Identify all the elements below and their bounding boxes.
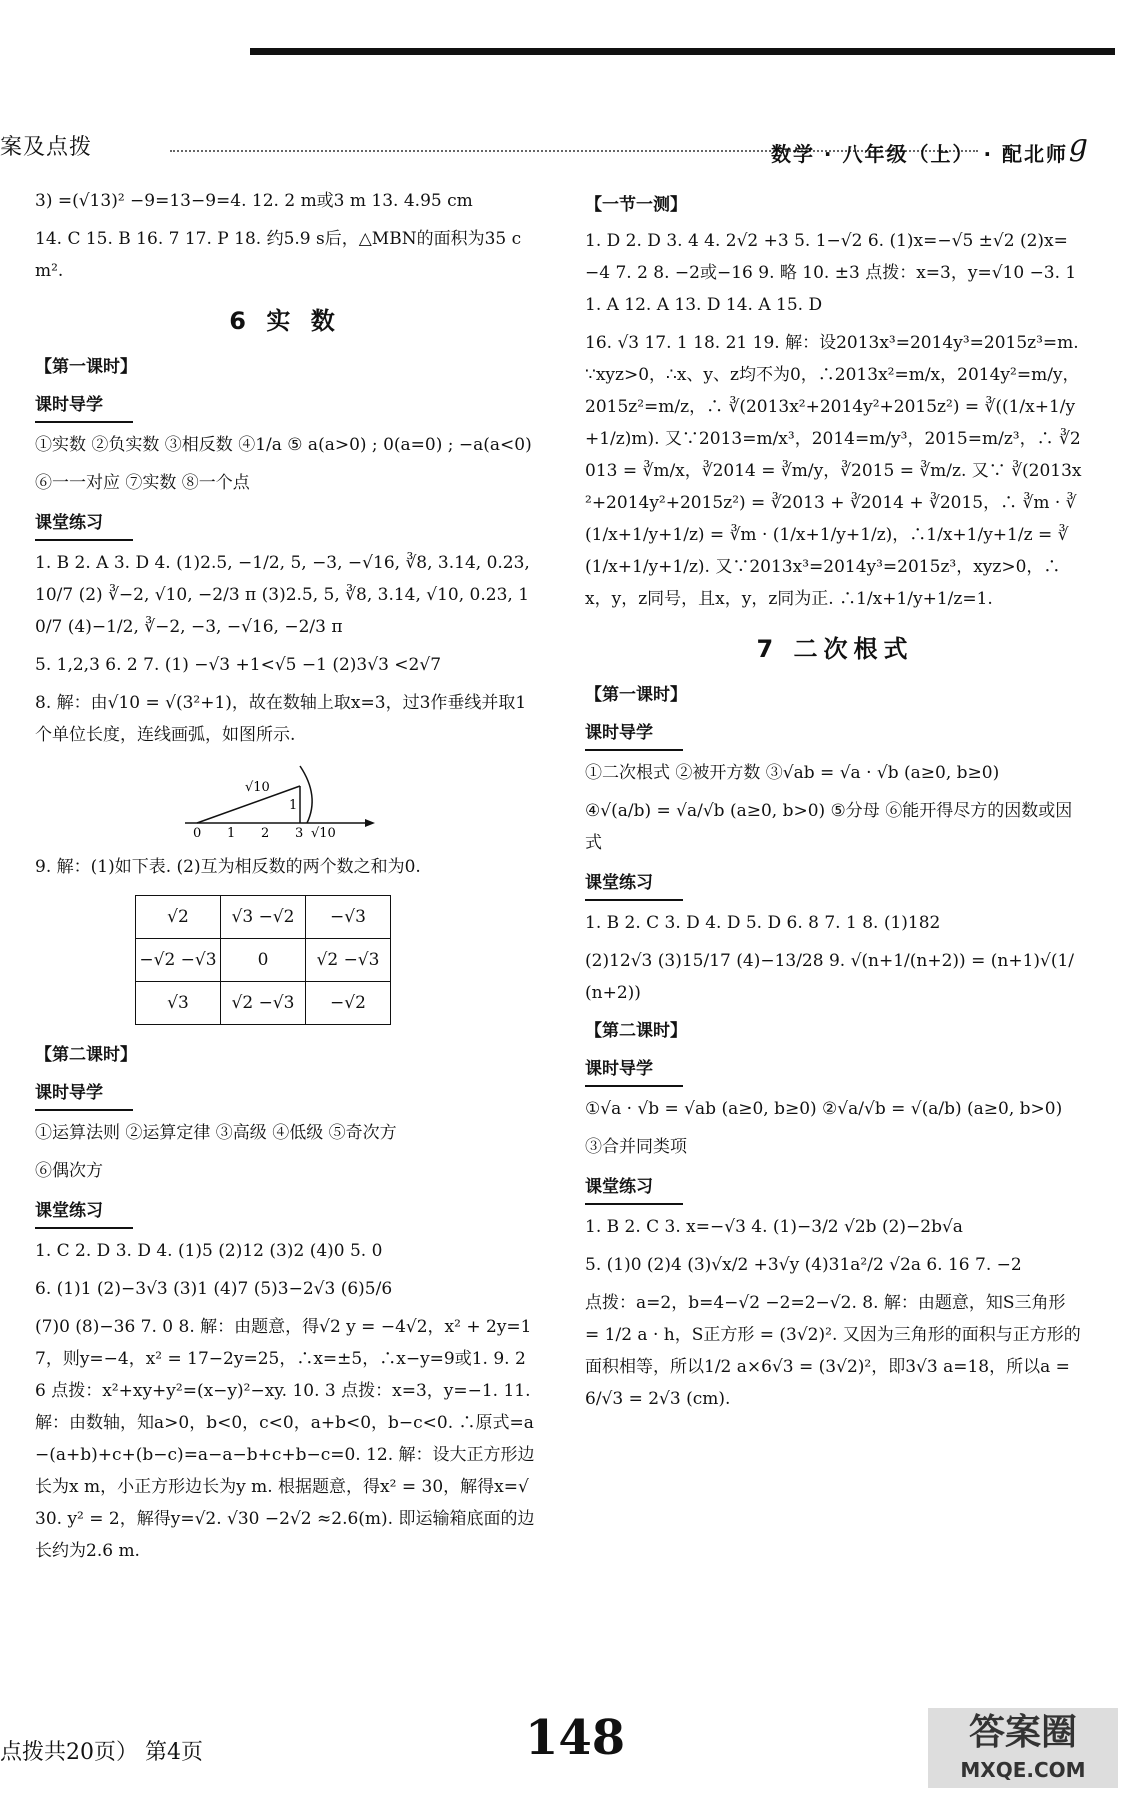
practice-line: 1. B 2. C 3. D 4. D 5. D 6. 8 7. 1 8. (1)182 bbox=[585, 913, 941, 933]
lesson-tag: 【第一课时】 bbox=[585, 685, 687, 705]
practice-title: 课堂练习 bbox=[35, 1195, 133, 1229]
practice-title: 课堂练习 bbox=[35, 507, 133, 541]
lesson-tag: 【第一课时】 bbox=[35, 357, 137, 377]
guide-title: 课时导学 bbox=[585, 717, 683, 751]
practice-line: 点拨：a=2，b=4−√2 −2=2−√2. 8. 解：由题意，知S三角形 = 1/2 a · h，S正方形 = (3√2)². 又因为三角形的面积与正方形的面积相等，所以1/2 a×6√3 = (3√2)²，即3√3 a=18，所以a = 6/√3 = 2√3 (cm). bbox=[585, 1293, 1081, 1409]
sum-table bbox=[135, 895, 391, 1025]
section-title: 7 二次根式 bbox=[756, 635, 914, 663]
watermark-top: 答案圈 bbox=[968, 1712, 1077, 1753]
guide-line: ③合并同类项 bbox=[585, 1137, 687, 1157]
table-cell: √2 −√3 bbox=[221, 982, 306, 1025]
table-cell: √2 −√3 bbox=[306, 939, 391, 982]
guide-line: ①二次根式 ②被开方数 ③√ab = √a · √b (a≥0, b≥0) bbox=[585, 763, 1000, 783]
guide-title: 课时导学 bbox=[585, 1053, 683, 1087]
section-title: 6 实 数 bbox=[229, 307, 341, 335]
watermark-bottom: MXQE.COM bbox=[960, 1758, 1086, 1782]
tick-label: 0 bbox=[193, 826, 202, 841]
intro-line: 3) =(√13)² −9=13−9=4. 12. 2 m或3 m 13. 4.95 cm bbox=[35, 191, 473, 211]
practice-line: 5. 1,2,3 6. 2 7. (1) −√3 +1<√5 −1 (2)3√3 <2√7 bbox=[35, 655, 442, 675]
tick-label: 1 bbox=[227, 826, 236, 841]
table-cell: −√2 −√3 bbox=[136, 939, 221, 982]
table-cell: 0 bbox=[221, 939, 306, 982]
guide-title: 课时导学 bbox=[35, 1077, 133, 1111]
table-cell: −√2 bbox=[306, 982, 391, 1025]
intro-line: 14. C 15. B 16. 7 17. P 18. 约5.9 s后，△MBN的面积为35 cm². bbox=[35, 229, 522, 281]
right-column bbox=[585, 185, 1085, 1421]
practice-line: (7)0 (8)−36 7. 0 8. 解：由题意，得√2 y = −4√2，x² + 2y=17，则y=−4，x² = 17−2y=25，∴x=±5，∴x−y=9或1. 9. 26 点拨：x²+xy+y²=(x−y)²−xy. 10. 3 点拨：x=3，y=−1. 11. 解：由数轴，知a>0，b<0，c<0，a+b<0，b−c<0. ∴原式=a−(a+b)+c+(b−c)=a−a−b+c+b−c=0. 12. 解：设大正方形边长为x m，小正方形边长为y m. 根据题意，得x² = 30，解得x=√30. y² = 2，解得y=√2. √30 −2√2 ≈2.6(m). 即运输箱底面的边长约为2.6 m. bbox=[35, 1317, 535, 1561]
table-cell: √2 bbox=[136, 896, 221, 939]
header-logo-icon: g bbox=[1068, 128, 1088, 163]
top-rule bbox=[250, 48, 1115, 55]
height-label: 1 bbox=[289, 798, 298, 813]
page-number: 148 bbox=[525, 1710, 626, 1766]
test-line: 16. √3 17. 1 18. 21 19. 解：设2013x³=2014y³=2015z³=m. ∵xyz>0，∴x、y、z均不为0，∴2013x²=m/x，2014y²=m/y，2015z²=m/z，∴ ∛(2013x²+2014y²+2015z²) = ∛((1/x+1/y+1/z)m). 又∵2013=m/x³，2014=m/y³，2015=m/z³，∴ ∛2013 = ∛m/x，∛2014 = ∛m/y，∛2015 = ∛m/z. 又∵ ∛(2013x²+2014y²+2015z²) = ∛2013 + ∛2014 + ∛2015，∴ ∛m · ∛(1/x+1/y+1/z) = ∛m · (1/x+1/y+1/z)，∴1/x+1/y+1/z = ∛(1/x+1/y+1/z). 又∵2013x³=2014y³=2015z³，xyz>0，∴x，y，z同号，且x，y，z同为正. ∴1/x+1/y+1/z=1. bbox=[585, 333, 1082, 609]
guide-title: 课时导学 bbox=[35, 389, 133, 423]
practice-line: 1. B 2. A 3. D 4. (1)2.5, −1/2, 5, −3, −√16, ∛8, 3.14, 0.23, 10/7 (2) ∛−2, √10, −2/3 π (3)2.5, 5, ∛8, 3.14, √10, 0.23, 10/7 (4)−1/2, ∛−2, −3, −√16, −2/3 π bbox=[35, 553, 530, 637]
guide-line: ⑥偶次方 bbox=[35, 1161, 103, 1181]
tick-label: √10 bbox=[311, 826, 336, 841]
left-column bbox=[35, 185, 535, 1573]
practice-line: 6. (1)1 (2)−3√3 (3)1 (4)7 (5)3−2√3 (6)5/6 bbox=[35, 1279, 393, 1299]
practice-line: (2)12√3 (3)15/17 (4)−13/28 9. √(n+1/(n+2)) = (n+1)√(1/(n+2)) bbox=[585, 951, 1075, 1003]
test-tag: 【一节一测】 bbox=[585, 195, 687, 215]
q9-line: 9. 解：(1)如下表. (2)互为相反数的两个数之和为0. bbox=[35, 857, 421, 877]
guide-line: ⑥一一对应 ⑦实数 ⑧一个点 bbox=[35, 473, 250, 493]
guide-line: ④√(a/b) = √a/√b (a≥0, b>0) ⑤分母 ⑥能开得尽方的因数或因式 bbox=[585, 801, 1073, 853]
hypotenuse-label: √10 bbox=[245, 780, 270, 795]
watermark-logo bbox=[928, 1708, 1118, 1788]
table-cell: √3 bbox=[136, 982, 221, 1025]
practice-line: 1. B 2. C 3. x=−√3 4. (1)−3/2 √2b (2)−2b√a bbox=[585, 1217, 963, 1237]
footer-left: 点拨共20页） 第4页 bbox=[0, 1740, 203, 1765]
header-left: 案及点拨 bbox=[0, 135, 93, 160]
test-line: 1. D 2. D 3. 4 4. 2√2 +3 5. 1−√2 6. (1)x=−√5 ±√2 (2)x=−4 7. 2 8. −2或−16 9. 略 10. ±3 点拨：x=3，y=√10 −3. 11. A 12. A 13. D 14. A 15. D bbox=[585, 231, 1077, 315]
practice-title: 课堂练习 bbox=[585, 1171, 683, 1205]
practice-line: 5. (1)0 (2)4 (3)√x/2 +3√y (4)31a²/2 √2a 6. 16 7. −2 bbox=[585, 1255, 1022, 1275]
guide-line: ①运算法则 ②运算定律 ③高级 ④低级 ⑤奇次方 bbox=[35, 1123, 397, 1143]
guide-line: ①实数 ②负实数 ③相反数 ④1/a ⑤ a(a>0) ; 0(a=0) ; −a(a<0) bbox=[35, 435, 532, 455]
practice-title: 课堂练习 bbox=[585, 867, 683, 901]
lesson-tag: 【第二课时】 bbox=[35, 1045, 137, 1065]
practice-line: 1. C 2. D 3. D 4. (1)5 (2)12 (3)2 (4)0 5. 0 bbox=[35, 1241, 383, 1261]
guide-line: ①√a · √b = √ab (a≥0, b≥0) ②√a/√b = √(a/b) (a≥0, b>0) bbox=[585, 1099, 1063, 1119]
number-line-figure bbox=[185, 761, 385, 841]
tick-label: 3 bbox=[295, 826, 304, 841]
practice-line: 8. 解：由√10 = √(3²+1)，故在数轴上取x=3，过3作垂线并取1个单位长度，连线画弧，如图所示. bbox=[35, 693, 527, 745]
tick-label: 2 bbox=[261, 826, 270, 841]
table-cell: −√3 bbox=[306, 896, 391, 939]
table-cell: √3 −√2 bbox=[221, 896, 306, 939]
lesson-tag: 【第二课时】 bbox=[585, 1021, 687, 1041]
header-right: 数学 · 八年级（上） · 配北师 bbox=[770, 142, 1068, 166]
